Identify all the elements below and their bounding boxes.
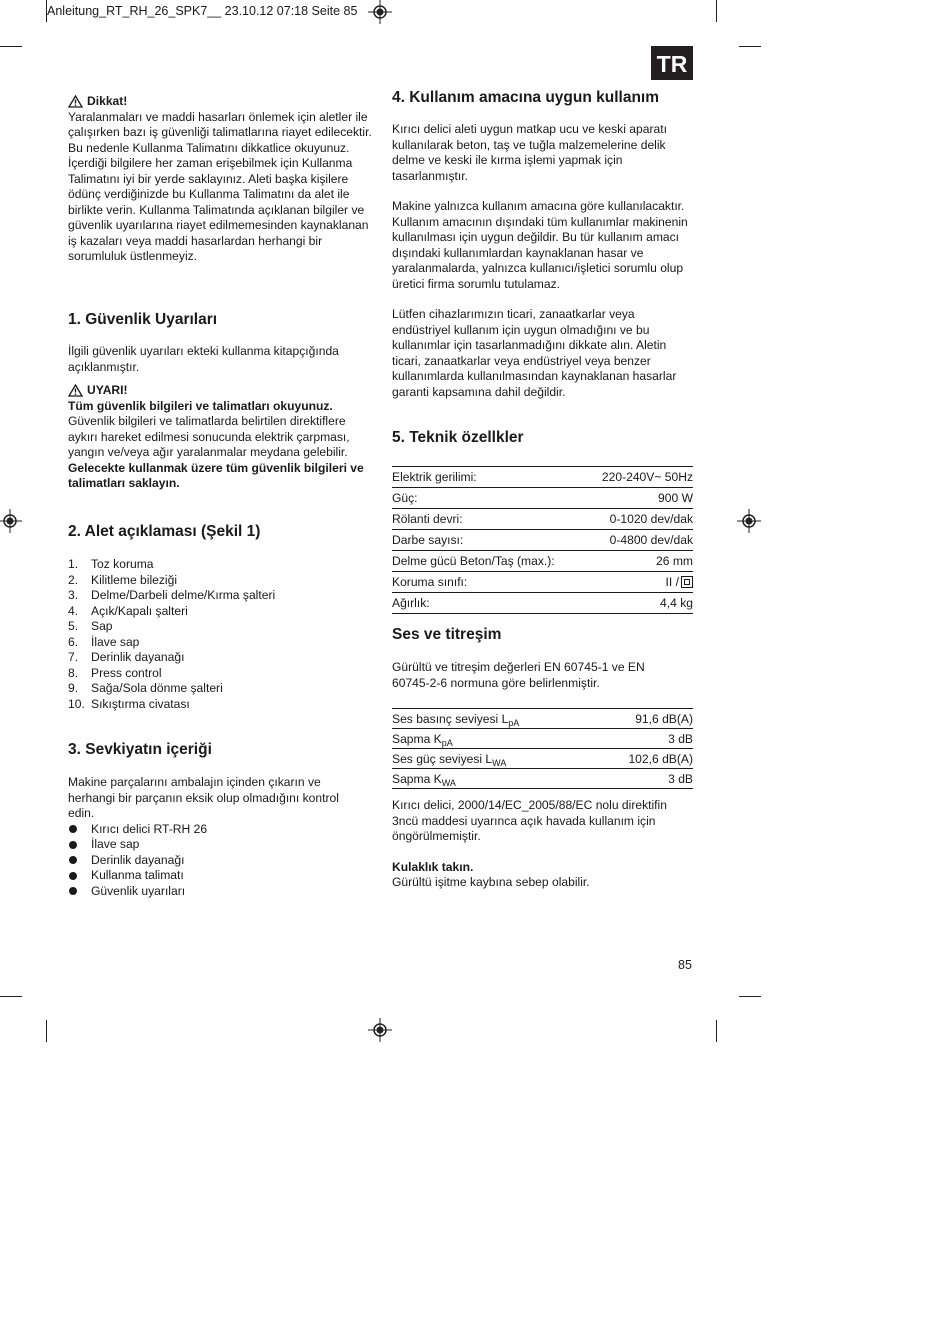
- sound-table-wrap: [392, 708, 693, 789]
- warning-heading: [68, 383, 373, 399]
- page-number: 85: [678, 958, 692, 972]
- sound-table: [392, 708, 693, 789]
- list-item: 1. Toz koruma: [68, 557, 154, 571]
- registration-mark-top: [368, 0, 392, 24]
- section1-title: 1. Güvenlik Uyarıları: [68, 311, 218, 328]
- section1-intro: İlgili güvenlik uyarıları ekteki kullanma kitapçığında açıklanmıştır.: [68, 344, 339, 374]
- bullet-icon: [69, 887, 77, 895]
- language-badge: TR: [651, 46, 693, 80]
- registration-mark-right: [737, 509, 761, 533]
- ear-protection-text: Gürültü işitme kaybına sebep olabilir.: [392, 875, 590, 889]
- list-item: Kırıcı delici RT-RH 26: [68, 822, 358, 838]
- list-item: 7. Derinlik dayanağı: [68, 650, 185, 664]
- caution-text: Yaralanmaları ve maddi hasarları önlemek için aletler ile çalışırken bazı iş güvenliği talimatlarına riayet edilecektir. Bu nedenle Kullanma Talimatını dikkatlice okuyunuz. İçerdiği bilgilere her zaman erişebilmek için Kullanma Talimatını iyi bir yerde saklayınız. Aleti başka kişilere ödünç verdiğinizde bu Kullanma Talimatını da alet ile birlikte verin. Kullanma Talimatında açıklanan bilgiler ve güvenlik uyarılarına riayet edilmemesinden kaynaklanan iş kazaları veya maddi hasarlardan herhangi bir sorumluluk üstlenmeyiz.: [68, 109, 372, 263]
- spec-table-wrap: [392, 466, 693, 614]
- section4-p1: Kırıcı delici aleti uygun matkap ucu ve keski aparatı kullanılarak beton, taş ve tuğla malzemelerine delik delme ve keski ile kırma işlemi yapmak için tasarlanmıştır.: [392, 122, 667, 183]
- table-row: Güç: 900 W: [392, 488, 693, 509]
- list-item: 5. Sap: [68, 619, 113, 633]
- table-row: Ses güç seviyesi $L_{WA}$ 102,6 dB(A): [392, 749, 693, 769]
- table-row: Koruma sınıfı: II /: [392, 572, 693, 593]
- section4-p2: Makine yalnızca kullanım amacına göre kullanılacaktır. Kullanım amacının dışındaki tüm kullanımlar makinenin kullanılması için uygun değildir. Bu tür kullanım amacı dışındaki kullanımlardan kaynaklanan hasar ve yaralanmalarda, yalnızca kullanıcı/işletici sorumlu olup üretici firma sorumlu tutulamaz.: [392, 199, 688, 291]
- ear-protection-title: Kulaklık takın.: [392, 859, 474, 874]
- spec-table: [392, 466, 693, 614]
- list-item: 10. Sıkıştırma civatası: [68, 696, 190, 711]
- section1-body: [68, 344, 373, 492]
- caution-block: [68, 94, 373, 265]
- section3-intro: Makine parçalarını ambalajın içinden çıkarın ve herhangi bir parçanın eksik olup olmadığını kontrol edin.: [68, 775, 339, 820]
- bullet-icon: [69, 825, 77, 833]
- sound-intro: Gürültü ve titreşim değerleri EN 60745-1 ve EN 60745-2-6 normuna göre belirlenmiştir.: [392, 660, 645, 690]
- list-item: Derinlik dayanağı: [68, 853, 358, 869]
- table-row: Ses basınç seviyesi $L_{pA}$ 91,6 dB(A): [392, 709, 693, 729]
- warning-triangle-icon: [68, 95, 83, 108]
- section5-title: 5. Teknik özellkler: [392, 429, 524, 446]
- warning-title: UYARI!: [87, 383, 128, 397]
- list-item: 8. Press control: [68, 665, 162, 680]
- bullet-icon: [69, 856, 77, 864]
- section3-title: 3. Sevkiyatın içeriği: [68, 741, 212, 758]
- sound-intro-wrap: [392, 660, 672, 691]
- table-row: Ağırlık: 4,4 kg: [392, 593, 693, 614]
- list-item: İlave sap: [68, 837, 358, 853]
- list-item: 4. Açık/Kapalı şalteri: [68, 603, 188, 618]
- warning-bold-2: Gelecekte kullanmak üzere tüm güvenlik bilgileri ve talimatları saklayın.: [68, 460, 364, 490]
- registration-mark-left: [0, 509, 22, 533]
- list-item: Güvenlik uyarıları: [68, 884, 358, 900]
- section3-body: [68, 775, 358, 899]
- caution-title: Dikkat!: [87, 94, 128, 108]
- table-row: Delme gücü Beton/Taş (max.): 26 mm: [392, 551, 693, 572]
- list-item: 6. İlave sap: [68, 634, 140, 649]
- sound-notes: [392, 798, 682, 891]
- bullet-icon: [69, 841, 77, 849]
- file-info-header: Anleitung_RT_RH_26_SPK7__ 23.10.12 07:18 Seite 85: [47, 4, 358, 18]
- list-item: Kullanma talimatı: [68, 868, 358, 884]
- warning-text: Güvenlik bilgileri ve talimatlarda belirtilen direktiflere aykırı hareket edilmesi sonucunda elektrik çarpması, yangın ve/veya ağır yaralanmalar meydana gelebilir.: [68, 414, 350, 459]
- list-item: 9. Sağa/Sola dönme şalteri: [68, 681, 223, 695]
- registration-mark-bottom: [368, 1018, 392, 1042]
- section4-p3: Lütfen cihazlarımızın ticari, zanaatkarlar veya endüstriyel kullanım için uygun olmadığını ve bu kullanımlar için tasarlanmadığını dikkate alın. Aletin ticari, zanaatkarlar veya endüstriyel veya benzer kullanımlarda kullanılmasından kaynaklanan hasarlar garanti kapsamına dahil değildir.: [392, 307, 677, 399]
- list-item: 3. Delme/Darbeli delme/Kırma şalteri: [68, 588, 276, 602]
- warning-triangle-icon: [68, 384, 83, 397]
- table-row: Darbe sayısı: 0-4800 dev/dak: [392, 530, 693, 551]
- delivery-list: [68, 822, 358, 900]
- section2-list-wrap: [68, 557, 373, 712]
- list-item: 2. Kilitleme bileziği: [68, 572, 178, 587]
- section4-body: [392, 122, 694, 400]
- table-row: Sapma $K_{pA}$ 3 dB: [392, 729, 693, 749]
- part-list: [68, 557, 373, 712]
- sound-title: Ses ve titreşim: [392, 626, 502, 643]
- table-row: Elektrik gerilimi: 220-240V~ 50Hz: [392, 467, 693, 488]
- section2-title: 2. Alet açıklaması (Şekil 1): [68, 523, 261, 540]
- sound-directive: Kırıcı delici, 2000/14/EC_2005/88/EC nolu direktifin 3ncü maddesi uyarınca açık havada kullanım için öngörülmemiştir.: [392, 798, 667, 843]
- section4-title: 4. Kullanım amacına uygun kullanım: [392, 89, 660, 106]
- warning-bold-1: Tüm güvenlik bilgileri ve talimatları okuyunuz.: [68, 398, 333, 413]
- table-row: Rölanti devri: 0-1020 dev/dak: [392, 509, 693, 530]
- table-row: Sapma $K_{WA}$ 3 dB: [392, 769, 693, 789]
- caution-heading: [68, 94, 373, 110]
- protection-class-icon: [681, 576, 693, 588]
- bullet-icon: [69, 872, 77, 880]
